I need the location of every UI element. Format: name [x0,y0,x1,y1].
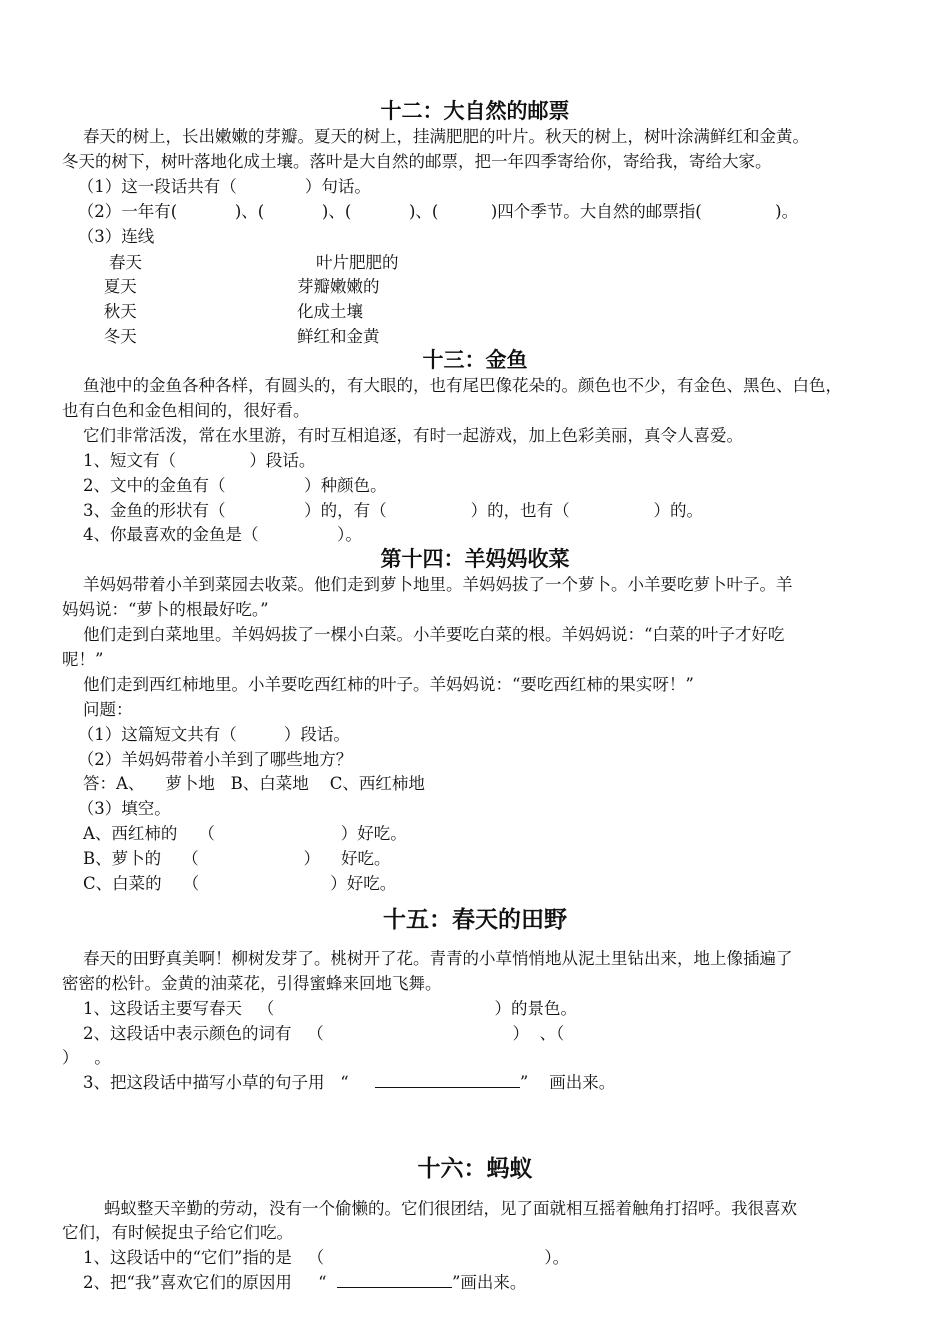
s12-match-right-1: 叶片肥肥的 [316,253,399,272]
s13-paragraph-line-3: 它们非常活泼，常在水里游，有时互相追逐，有时一起游戏，加上色彩美丽，真令人喜爱。 [62,426,743,445]
s14-fill-b: B、萝卜的 （ ） 好吃。 [62,849,391,868]
s14-question-2: （2）羊妈妈带着小羊到了哪些地方？ [62,750,353,769]
s14-question-1: （1）这篇短文共有（ ）段话。 [62,725,350,744]
underline-blank [375,1073,520,1088]
s15-question-3-tail: ” 画出来。 [519,1073,616,1092]
s14-fill-c: C、白菜的 （ ）好吃。 [62,874,397,893]
s14-paragraph-line-2: 妈妈说：“萝卜的根最好吃。” [62,600,269,619]
s15-question-3 [62,1070,914,1095]
s13-paragraph-line-1: 鱼池中的金鱼各种各样，有圆头的，有大眼的，也有尾巴像花朵的。颜色也不少，有金色、黑色、白色， [62,376,842,395]
s12-paragraph-line-1: 春天的树上，长出嫩嫩的芽瓣。夏天的树上，挂满肥肥的叶片。秋天的树上，树叶涂满鲜红和金黄。 [62,127,809,146]
s15-question-3-text: 3、把这段话中描写小草的句子用 “ [62,1073,375,1092]
s12-match-left-2: 夏天 [88,277,137,296]
s14-question-3: （3）填空。 [62,799,171,818]
s15-paragraph-line-2: 密密的松针。金黄的油菜花，引得蜜蜂来回地飞舞。 [62,974,442,993]
s16-question-2-tail: ”画出来。 [452,1273,527,1292]
s15-question-2: 2、这段话中表示颜色的词有 （ ） 、（ [62,1024,565,1043]
s12-match-left-1: 春天 [88,253,142,272]
s12-question-3: （3）连线 [62,227,155,246]
section-12-title: 十二：大自然的邮票 [380,99,570,123]
s13-paragraph-line-2: 也有白色和金色相间的，很好看。 [62,401,310,420]
s12-question-1: （1）这一段话共有（ ）句话。 [62,177,371,196]
s13-question-2: 2、文中的金鱼有（ ）种颜色。 [62,476,387,495]
s15-question-2-end: ） 。 [62,1048,111,1067]
s14-answer: 答：A、 萝卜地 B、白菜地 C、西红柿地 [62,774,425,793]
s12-match-right-2: 芽瓣嫩嫩的 [297,277,380,296]
section-16-title: 十六：蚂蚁 [417,1156,533,1182]
s15-paragraph-line-1: 春天的田野真美啊！柳树发芽了。桃树开了花。青青的小草悄悄地从泥土里钻出来，地上像插遍了 [62,949,793,968]
s12-question-2: （2）一年有( )、( )、( )、( )四个季节。大自然的邮票指( )。 [62,202,799,221]
s12-match-right-3: 化成土壤 [297,302,363,321]
s16-question-1: 1、这段话中的“它们”指的是 （ ）。 [62,1248,570,1267]
s16-paragraph-line-2: 它们，有时候捉虫子给它们吃。 [62,1223,293,1242]
s16-question-2 [62,1270,914,1295]
section-14-title: 第十四：羊妈妈收菜 [380,547,570,571]
s14-paragraph-line-5: 他们走到西红柿地里。小羊要吃西红柿的叶子。羊妈妈说：“要吃西红柿的果实呀！” [62,675,694,694]
section-15-title: 十五：春天的田野 [383,907,567,933]
s14-paragraph-line-4: 呢！” [62,650,104,669]
s14-paragraph-line-3: 他们走到白菜地里。羊妈妈拔了一棵小白菜。小羊要吃白菜的根。羊妈妈说：“白菜的叶子才好吃 [62,625,785,644]
s12-paragraph-line-2: 冬天的树下，树叶落地化成土壤。落叶是大自然的邮票，把一年四季寄给你，寄给我，寄给大家。 [62,152,772,171]
s16-question-2-text: 2、把“我”喜欢它们的原因用 “ [62,1273,337,1292]
s13-question-4: 4、你最喜欢的金鱼是（ ）。 [62,525,362,544]
s14-paragraph-line-1: 羊妈妈带着小羊到菜园去收菜。他们走到萝卜地里。羊妈妈拔了一个萝卜。小羊要吃萝卜叶子。羊 [62,575,793,594]
s14-questions-heading: 问题： [62,700,133,719]
section-13-title: 十三：金鱼 [422,348,528,372]
underline-blank [337,1273,452,1288]
s12-match-left-3: 秋天 [88,302,137,321]
s14-fill-a: A、西红柿的 （ ）好吃。 [62,824,407,843]
s12-match-right-4: 鲜红和金黄 [297,327,380,346]
s13-question-3: 3、金鱼的形状有（ ）的，有（ ）的，也有（ ）的。 [62,501,703,520]
s16-paragraph-line-1: 蚂蚁整天辛勤的劳动，没有一个偷懒的。它们很团结，见了面就相互摇着触角打招呼。我很喜欢 [62,1199,797,1218]
s12-match-left-4: 冬天 [88,327,137,346]
s15-question-1: 1、这段话主要写春天 （ ）的景色。 [62,999,577,1018]
s13-question-1: 1、短文有（ ）段话。 [62,451,316,470]
